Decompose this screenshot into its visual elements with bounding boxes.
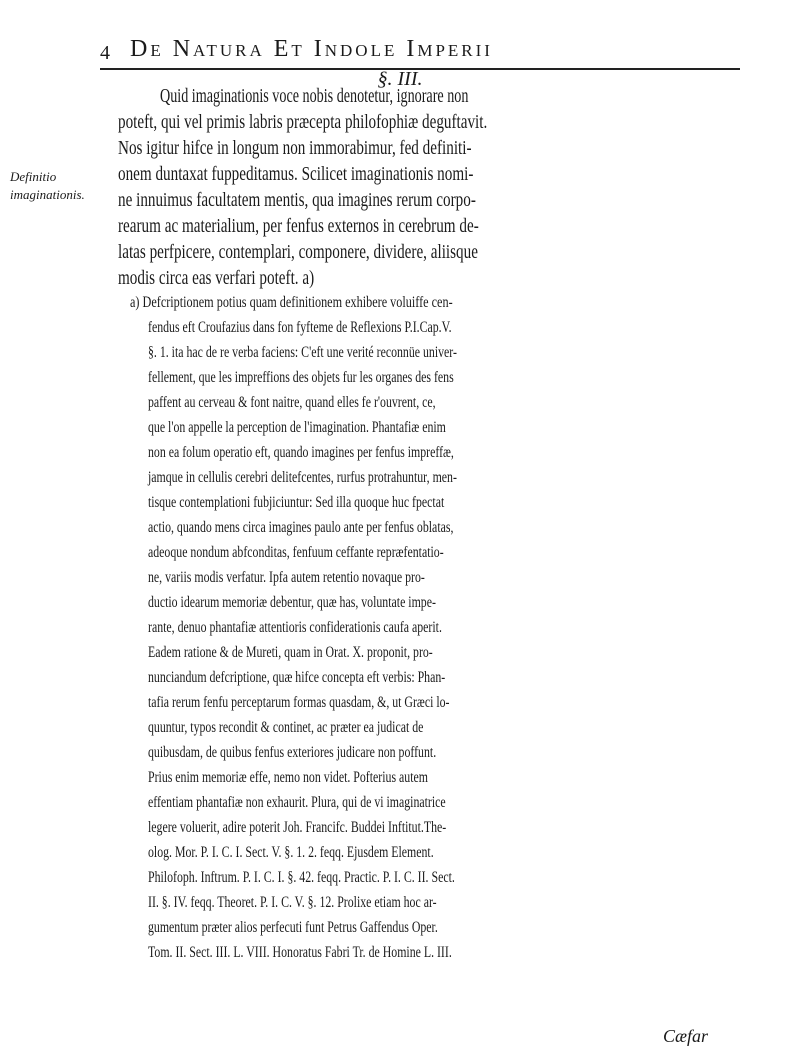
note-line: effentiam phantafiæ non exhaurit. Plura, qui de vi imaginatrice <box>148 794 446 811</box>
note-line: tisque contemplationi fubjiciuntur: Sed illa quoque huc fpectat <box>148 494 445 511</box>
body-line: onem duntaxat fuppeditamus. Scilicet imaginationis nomi- <box>118 164 474 185</box>
catchword: Cæfar <box>662 1026 708 1046</box>
page-number: 4 <box>100 42 110 64</box>
running-head <box>100 34 740 70</box>
note-line: rante, denuo phantafiæ attentioris confiderationis caufa aperit. <box>148 619 442 636</box>
note-line: non ea folum operatio eft, quando imagines per fenfus impreffæ, <box>148 444 454 461</box>
note-line: que l'on appelle la perception de l'imagination. Phantafiæ enim <box>148 419 446 436</box>
body-line: modis circa eas verfari poteft. a) <box>118 268 315 289</box>
note-line: Philofoph. Inftrum. P. I. C. I. §. 42. feqq. Practic. P. I. C. II. Sect. <box>148 869 455 886</box>
note-line: a) Defcriptionem potius quam definitionem exhibere voluiffe cen- <box>130 294 453 311</box>
body-line: latas perfpicere, contemplari, componere, dividere, aliisque <box>118 242 478 263</box>
note-line: fendus eft Croufazius dans fon fyfteme de Reflexions P.I.Cap.V. <box>148 319 452 336</box>
body-line: ne innuimus facultatem mentis, qua imagines rerum corpo- <box>118 190 476 211</box>
note-line: gumentum præter alios perfecuti funt Petrus Gaffendus Oper. <box>148 919 438 936</box>
note-line: quibusdam, de quibus fenfus exteriores judicare non poffunt. <box>148 744 437 761</box>
note-line: tafia rerum fenfu perceptarum formas quasdam, &, ut Græci lo- <box>148 694 450 711</box>
body-line: Quid imaginationis voce nobis denotetur, ignorare non <box>160 86 469 107</box>
note-line: jamque in cellulis cerebri delitefcentes, rurfus protrahuntur, men- <box>148 469 457 486</box>
note-line: quuntur, typos recondit & continet, ac præter ea judicat de <box>148 719 424 736</box>
note-line: ne, variis modis verfatur. Ipfa autem retentio novaque pro- <box>148 569 425 586</box>
note-line: fellement, que les impreffions des objets fur les organes des fens <box>148 369 454 386</box>
note-line: Eadem ratione & de Mureti, quam in Orat. X. proponit, pro- <box>148 644 433 661</box>
note-line: paffent au cerveau & font naitre, quand elles fe r'ouvrent, ce, <box>148 394 436 411</box>
running-title: De Natura Et Indole Imperii <box>130 36 493 62</box>
section-mark: §. III. <box>377 68 423 90</box>
note-line: nunciandum defcriptione, quæ hifce concepta eft verbis: Phan- <box>148 669 446 686</box>
body-line: rearum ac materialium, per fenfus externos in cerebrum de- <box>118 216 479 237</box>
note-line: §. 1. ita hac de re verba faciens: C'eft une verité reconnüe univer- <box>148 344 457 361</box>
body-line: Nos igitur hifce in longum non immorabimur, fed definiti- <box>118 138 472 159</box>
note-line: adeoque nondum abfconditas, fenfuum ceffante repræfentatio- <box>148 544 444 561</box>
note-line: ductio idearum memoriæ debentur, quæ has, voluntate impe- <box>148 594 436 611</box>
note-line: actio, quando mens circa imagines paulo ante per fenfus oblatas, <box>148 519 454 536</box>
note-line: Prius enim memoriæ effe, nemo non videt. Pofterius autem <box>148 769 428 786</box>
note-line: II. §. IV. feqq. Theoret. P. I. C. V. §. 12. Prolixe etiam hoc ar- <box>148 894 437 911</box>
body-line: poteft, qui vel primis labris præcepta philofophiæ deguftavit. <box>118 112 488 133</box>
note-line: legere voluerit, adire poterit Joh. Francifc. Buddei Inftitut.The- <box>148 819 447 836</box>
note-line: Tom. II. Sect. III. L. VIII. Honoratus Fabri Tr. de Homine L. III. <box>148 944 452 961</box>
margin-note: Definitio imaginationis. <box>10 169 85 202</box>
note-line: olog. Mor. P. I. C. I. Sect. V. §. 1. 2. feqq. Ejusdem Element. <box>148 844 434 861</box>
